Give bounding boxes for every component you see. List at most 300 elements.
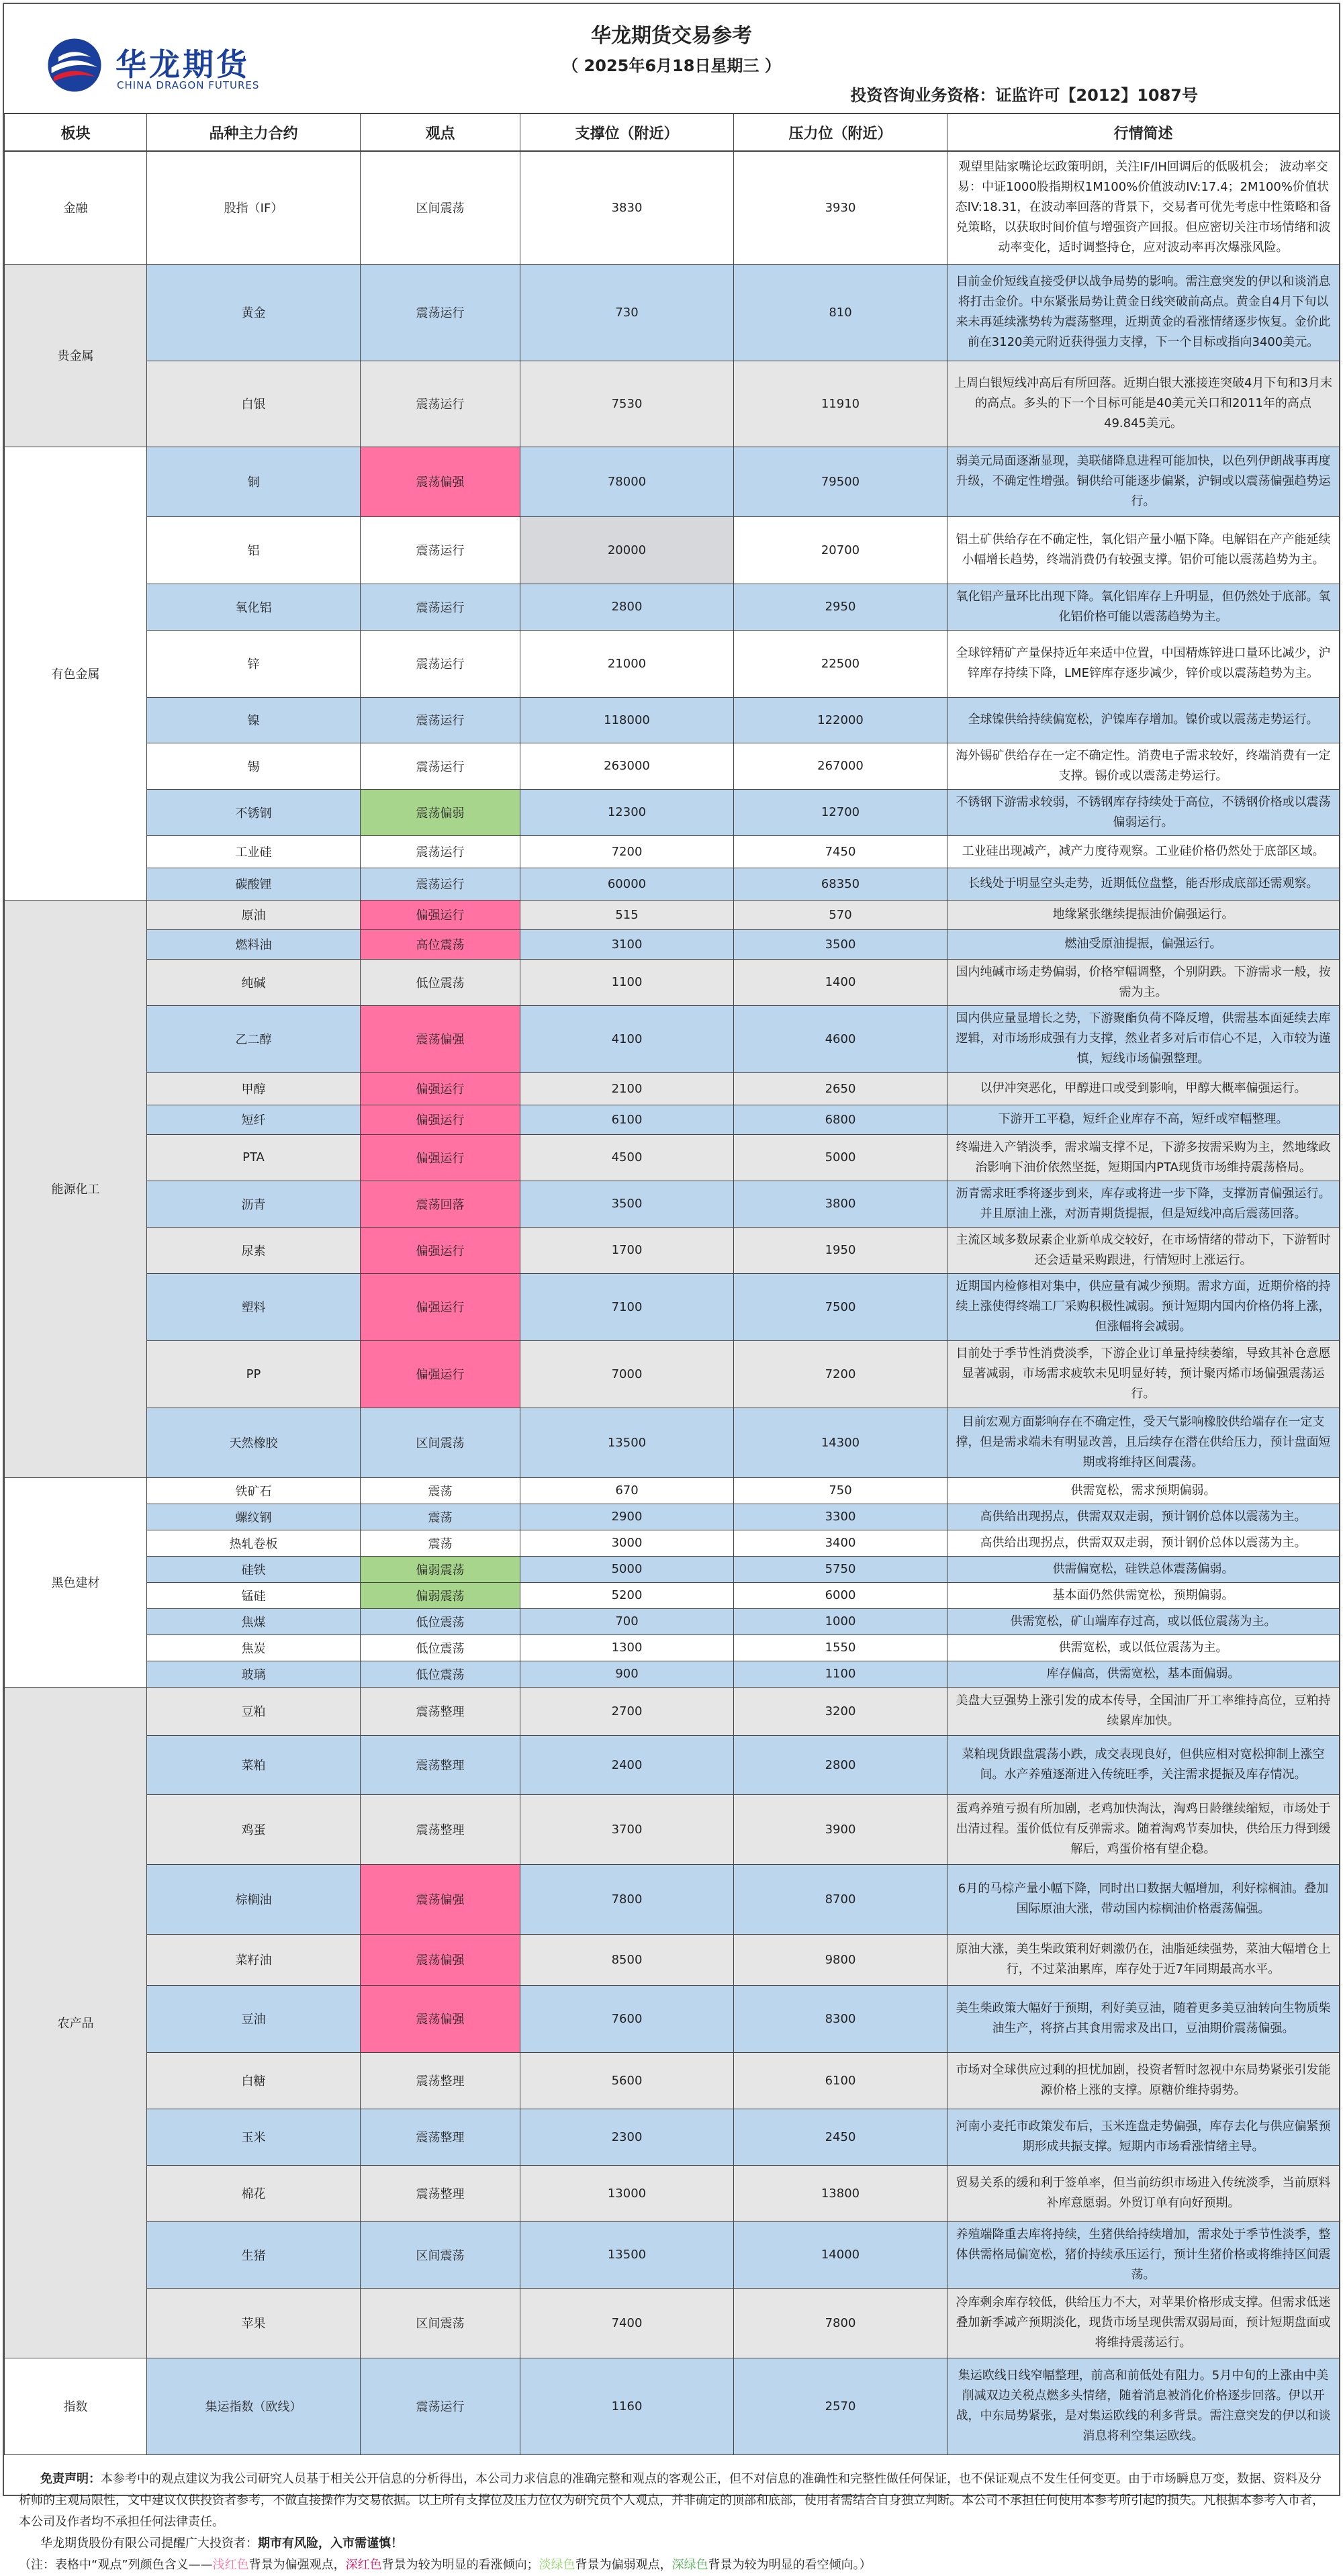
description-cell: 弱美元局面逐渐显现，美联储降息进程可能加快，以色列伊朗战事再度升级，不确定性增强。铜供给可能逐步偏紧，沪铜或以震荡偏强趋势运行。 xyxy=(947,447,1340,516)
table-row xyxy=(5,929,1340,959)
table-row xyxy=(5,835,1340,868)
support-cell: 5600 xyxy=(520,2052,734,2109)
view-cell: 震荡偏强 xyxy=(361,1934,520,1985)
table-row xyxy=(5,151,1340,264)
product-cell: 铜 xyxy=(147,447,361,516)
description-cell: 美生柴政策大幅好于预期，利好美豆油，随着更多美豆油转向生物质柴油生产，将挤占其食用需求及出口，豆油期价震荡偏强。 xyxy=(947,1985,1340,2052)
support-cell: 60000 xyxy=(520,868,734,900)
product-cell: 镍 xyxy=(147,697,361,743)
resistance-cell: 750 xyxy=(734,1477,947,1504)
support-cell: 13000 xyxy=(520,2165,734,2221)
product-cell: 塑料 xyxy=(147,1273,361,1340)
support-cell: 1160 xyxy=(520,2358,734,2454)
view-cell: 震荡整理 xyxy=(361,2109,520,2165)
product-cell: 锰硅 xyxy=(147,1582,361,1608)
product-cell: 锌 xyxy=(147,630,361,697)
support-cell: 670 xyxy=(520,1477,734,1504)
table-body xyxy=(5,151,1340,2454)
resistance-cell: 570 xyxy=(734,900,947,929)
description-cell: 河南小麦托市政策发布后，玉米连盘走势偏强，库存去化与供应偏紧预期形成共振支撑。短期内市场看涨情绪主导。 xyxy=(947,2109,1340,2165)
table-row xyxy=(5,1134,1340,1181)
table-row xyxy=(5,1181,1340,1227)
view-cell: 偏强运行 xyxy=(361,1340,520,1408)
view-cell: 偏弱震荡 xyxy=(361,1556,520,1582)
support-cell: 3830 xyxy=(520,151,734,264)
support-cell: 4500 xyxy=(520,1134,734,1181)
resistance-cell: 2800 xyxy=(734,1735,947,1794)
header-contract: 品种主力合约 xyxy=(147,113,361,151)
support-cell: 900 xyxy=(520,1661,734,1687)
note-dark-green-text: 背景为较为明显的看空倾向。） xyxy=(708,2557,872,2572)
table-row xyxy=(5,630,1340,697)
view-cell: 偏弱震荡 xyxy=(361,1582,520,1608)
product-cell: 焦炭 xyxy=(147,1635,361,1661)
description-cell: 供需偏宽松，硅铁总体震荡偏弱。 xyxy=(947,1556,1340,1582)
description-cell: 燃油受原油提振，偏强运行。 xyxy=(947,929,1340,959)
note-light-green-text: 背景为偏弱观点， xyxy=(575,2557,672,2572)
support-cell: 1300 xyxy=(520,1635,734,1661)
resistance-cell: 7200 xyxy=(734,1340,947,1408)
table-row xyxy=(5,1985,1340,2052)
description-cell: 原油大涨，美生柴政策利好刺激仍在，油脂延续强势，菜油大幅增仓上行，不过菜油累库，库存处于近7年同期最高水平。 xyxy=(947,1934,1340,1985)
description-cell: 地缘紧张继续提振油价偏强运行。 xyxy=(947,900,1340,929)
table-row xyxy=(5,1582,1340,1608)
table-row xyxy=(5,516,1340,584)
description-cell: 全球镍供给持续偏宽松，沪镍库存增加。镍价或以震荡走势运行。 xyxy=(947,697,1340,743)
resistance-cell: 7800 xyxy=(734,2288,947,2358)
view-cell: 区间震荡 xyxy=(361,1408,520,1477)
resistance-cell: 810 xyxy=(734,264,947,361)
table-row xyxy=(5,1105,1340,1134)
resistance-cell: 3900 xyxy=(734,1794,947,1864)
risk-reminder xyxy=(19,2533,1324,2555)
view-cell: 震荡偏强 xyxy=(361,1005,520,1072)
report-date: （ 2025年6月18日星期三 ） xyxy=(562,56,781,75)
resistance-cell: 5750 xyxy=(734,1556,947,1582)
table-row xyxy=(5,2165,1340,2221)
product-cell: 黄金 xyxy=(147,264,361,361)
product-cell: PTA xyxy=(147,1134,361,1181)
support-cell: 3700 xyxy=(520,1794,734,1864)
resistance-cell: 8700 xyxy=(734,1864,947,1934)
product-cell: 燃料油 xyxy=(147,929,361,959)
resistance-cell: 2450 xyxy=(734,2109,947,2165)
support-cell: 263000 xyxy=(520,743,734,789)
header-support: 支撑位（附近） xyxy=(520,113,734,151)
resistance-cell: 79500 xyxy=(734,447,947,516)
description-cell: 基本面仍然供需宽松，预期偏弱。 xyxy=(947,1582,1340,1608)
resistance-cell: 7450 xyxy=(734,835,947,868)
table-row xyxy=(5,1408,1340,1477)
description-cell: 养殖端降重去库将持续，生猪供给持续增加，需求处于季节性淡季，整体供需格局偏宽松，猪价持续承压运行，预计生猪价格或将维持区间震荡。 xyxy=(947,2221,1340,2288)
description-cell: 全球锌精矿产量保持近年来适中位置，中国精炼锌进口量环比减少，沪锌库存持续下降，LME锌库存逐步减少，锌价或以震荡趋势为主。 xyxy=(947,630,1340,697)
resistance-cell: 12700 xyxy=(734,789,947,835)
table-row xyxy=(5,2288,1340,2358)
header-sector: 板块 xyxy=(5,113,147,151)
table-row xyxy=(5,1477,1340,1504)
support-cell: 7800 xyxy=(520,1864,734,1934)
resistance-cell: 6100 xyxy=(734,2052,947,2109)
support-cell: 700 xyxy=(520,1608,734,1635)
table-row xyxy=(5,868,1340,900)
sector-cell: 有色金属 xyxy=(5,447,147,900)
product-cell: 股指（IF） xyxy=(147,151,361,264)
product-cell: 工业硅 xyxy=(147,835,361,868)
support-cell: 118000 xyxy=(520,697,734,743)
description-cell: 长线处于明显空头走势，近期低位盘整，能否形成底部还需观察。 xyxy=(947,868,1340,900)
description-cell: 以伊冲突恶化，甲醇进口或受到影响，甲醇大概率偏强运行。 xyxy=(947,1072,1340,1105)
view-cell: 低位震荡 xyxy=(361,959,520,1005)
view-cell: 低位震荡 xyxy=(361,1608,520,1635)
resistance-cell: 14300 xyxy=(734,1408,947,1477)
description-cell: 蛋鸡养殖亏损有所加剧，老鸡加快淘汰，淘鸡日龄继续缩短，市场处于出清过程。蛋价低位有反弹需求。随着淘鸡节奏加快，供给压力得到缓解后，鸡蛋价格有望企稳。 xyxy=(947,1794,1340,1864)
resistance-cell: 68350 xyxy=(734,868,947,900)
table-row xyxy=(5,1340,1340,1408)
table-row xyxy=(5,2109,1340,2165)
support-cell: 7200 xyxy=(520,835,734,868)
view-cell: 偏强运行 xyxy=(361,1105,520,1134)
product-cell: 玉米 xyxy=(147,2109,361,2165)
table-row xyxy=(5,1661,1340,1687)
view-cell: 震荡整理 xyxy=(361,2165,520,2221)
product-cell: 鸡蛋 xyxy=(147,1794,361,1864)
support-cell: 5200 xyxy=(520,1582,734,1608)
view-cell: 震荡运行 xyxy=(361,264,520,361)
resistance-cell: 9800 xyxy=(734,1934,947,1985)
support-cell: 730 xyxy=(520,264,734,361)
reminder-prefix: 华龙期货股份有限公司提醒广大投资者： xyxy=(40,2536,258,2550)
support-cell: 2400 xyxy=(520,1735,734,1794)
product-cell: 集运指数（欧线） xyxy=(147,2358,361,2454)
view-cell: 区间震荡 xyxy=(361,2221,520,2288)
view-cell: 震荡运行 xyxy=(361,868,520,900)
support-cell: 5000 xyxy=(520,1556,734,1582)
view-cell: 偏强运行 xyxy=(361,1227,520,1273)
description-cell: 海外锡矿供给存在一定不确定性。消费电子需求较好，终端消费有一定支撑。锡价或以震荡走势运行。 xyxy=(947,743,1340,789)
disclaimer-label: 免责声明： xyxy=(40,2471,101,2486)
resistance-cell: 2650 xyxy=(734,1072,947,1105)
note-prefix: （注：表格中“观点”列颜色含义—— xyxy=(19,2557,213,2572)
note-red: 深红色 xyxy=(345,2557,382,2572)
view-cell: 低位震荡 xyxy=(361,1635,520,1661)
description-cell: 供需宽松，需求预期偏弱。 xyxy=(947,1477,1340,1504)
support-cell: 2100 xyxy=(520,1072,734,1105)
table-row xyxy=(5,361,1340,447)
product-cell: 菜籽油 xyxy=(147,1934,361,1985)
description-cell: 氧化铝产量环比出现下降。氧化铝库存上升明显，但仍然处于底部。氧化铝价格可能以震荡趋势为主。 xyxy=(947,584,1340,630)
view-cell: 震荡偏强 xyxy=(361,1864,520,1934)
description-cell: 6月的马棕产量小幅下降，同时出口数据大幅增加，利好棕榈油。叠加国际原油大涨，带动国内棕榈油价格震荡偏强。 xyxy=(947,1864,1340,1934)
view-cell: 震荡运行 xyxy=(361,361,520,447)
footer xyxy=(4,2455,1339,2576)
support-cell: 3100 xyxy=(520,929,734,959)
resistance-cell: 1950 xyxy=(734,1227,947,1273)
support-cell: 3500 xyxy=(520,1181,734,1227)
view-cell: 震荡运行 xyxy=(361,516,520,584)
description-cell: 铝土矿供给存在不确定性，氧化铝产量小幅下降。电解铝在产产能延续小幅增长趋势，终端消费仍有较强支撑。铝价可能以震荡趋势为主。 xyxy=(947,516,1340,584)
resistance-cell: 3800 xyxy=(734,1181,947,1227)
description-cell: 沥青需求旺季将逐步到来，库存或将进一步下降，支撑沥青偏强运行。并且原油上涨，对沥青期货提振，但是短线冲高后震荡回落。 xyxy=(947,1181,1340,1227)
support-cell: 3000 xyxy=(520,1530,734,1556)
description-cell: 上周白银短线冲高后有所回落。近期白银大涨接连突破4月下旬和3月末的高点。多头的下一个目标可能是40美元关口和2011年的高点49.845美元。 xyxy=(947,361,1340,447)
view-cell: 震荡运行 xyxy=(361,835,520,868)
product-cell: 菜粕 xyxy=(147,1735,361,1794)
resistance-cell: 3400 xyxy=(734,1530,947,1556)
note-red-text: 背景为较为明显的看涨倾向； xyxy=(381,2557,539,2572)
product-cell: 豆油 xyxy=(147,1985,361,2052)
description-cell: 库存偏高，供需宽松，基本面偏弱。 xyxy=(947,1661,1340,1687)
view-cell: 震荡运行 xyxy=(361,743,520,789)
header-description: 行情简述 xyxy=(947,113,1340,151)
page-title: 华龙期货交易参考 xyxy=(591,24,752,48)
table-row xyxy=(5,1635,1340,1661)
table-row xyxy=(5,1273,1340,1340)
product-cell: 玻璃 xyxy=(147,1661,361,1687)
product-cell: 沥青 xyxy=(147,1181,361,1227)
table-row xyxy=(5,1735,1340,1794)
resistance-cell: 6800 xyxy=(734,1105,947,1134)
resistance-cell: 22500 xyxy=(734,630,947,697)
support-cell: 20000 xyxy=(520,516,734,584)
description-cell: 不锈钢下游需求较弱，不锈钢库存持续处于高位，不锈钢价格或以震荡偏弱运行。 xyxy=(947,789,1340,835)
table-header-row xyxy=(5,113,1340,151)
view-cell: 震荡偏弱 xyxy=(361,789,520,835)
view-cell: 震荡 xyxy=(361,1477,520,1504)
support-cell: 21000 xyxy=(520,630,734,697)
product-cell: 乙二醇 xyxy=(147,1005,361,1072)
view-cell: 震荡偏强 xyxy=(361,1985,520,2052)
table-row xyxy=(5,1504,1340,1530)
product-cell: 铝 xyxy=(147,516,361,584)
table-row xyxy=(5,1227,1340,1273)
description-cell: 美盘大豆强势上涨引发的成本传导，全国油厂开工率维持高位，豆粕持续累库加快。 xyxy=(947,1687,1340,1735)
view-cell: 震荡运行 xyxy=(361,2358,520,2454)
description-cell: 近期国内检修相对集中，供应量有减少预期。需求方面，近期价格的持续上涨使得终端工厂采购积极性减弱。预计短期内国内价格仍将上涨，但涨幅将会减弱。 xyxy=(947,1273,1340,1340)
view-cell: 偏强运行 xyxy=(361,900,520,929)
description-cell: 菜粕现货跟盘震荡小跌，成交表现良好，但供应相对宽松抑制上涨空间。水产养殖逐渐进入传统旺季，关注需求提振及库存情况。 xyxy=(947,1735,1340,1794)
description-cell: 集运欧线日线窄幅整理，前高和前低处有阻力。5月中旬的上涨由中美削减双边关税点燃多头情绪，随着消息被消化价格逐步回落。伊以开战，中东局势紧张，是对集运欧线的利多背景。需注意突发的伊以和谈消息将利空集运欧线。 xyxy=(947,2358,1340,2454)
view-cell: 区间震荡 xyxy=(361,151,520,264)
support-cell: 7600 xyxy=(520,1985,734,2052)
support-cell: 2900 xyxy=(520,1504,734,1530)
table-row xyxy=(5,447,1340,516)
resistance-cell: 13800 xyxy=(734,2165,947,2221)
description-cell: 观望里陆家嘴论坛政策明朗，关注IF/IH回调后的低吸机会； 波动率交易：中证1000股指期权1M100%价值波动IV:17.4；2M100%价值状态IV:18.31，在波动率回落的背景下，交易者可优先考虑中性策略和备兑策略，以获取时间价值与增强资产回报。但应密切关注市场情绪和波动率变化，适时调整持仓，应对波动率再次爆涨风险。 xyxy=(947,151,1340,264)
view-cell: 震荡运行 xyxy=(361,697,520,743)
resistance-cell: 3930 xyxy=(734,151,947,264)
product-cell: 不锈钢 xyxy=(147,789,361,835)
product-cell: 原油 xyxy=(147,900,361,929)
note-pink: 浅红色 xyxy=(212,2557,249,2572)
support-cell: 2700 xyxy=(520,1687,734,1735)
sector-cell: 黑色建材 xyxy=(5,1477,147,1687)
description-cell: 目前金价短线直接受伊以战争局势的影响。需注意突发的伊以和谈消息将打击金价。中东紧张局势让黄金日线突破前高点。黄金自4月下旬以来未再延续涨势转为震荡整理，近期黄金的看涨情绪逐步恢复。金价此前在3120美元附近获得强力支撑，下一个目标或指向3400美元。 xyxy=(947,264,1340,361)
license-info: 投资咨询业务资格：证监许可【2012】1087号 xyxy=(850,86,1198,105)
logo-english-name: CHINA DRAGON FUTURES xyxy=(117,79,260,91)
reminder-bold: 期市有风险，入市需谨慎！ xyxy=(258,2536,403,2550)
description-cell: 国内供应量显增长之势，下游聚酯负荷不降反增，供需基本面延续去库逻辑，对市场形成强有力支撑，然业者多对后市信心不足，入市较为谨慎，短线市场偏强整理。 xyxy=(947,1005,1340,1072)
support-cell: 7000 xyxy=(520,1340,734,1408)
support-cell: 12300 xyxy=(520,789,734,835)
support-cell: 8500 xyxy=(520,1934,734,1985)
table-row xyxy=(5,2358,1340,2454)
support-cell: 2300 xyxy=(520,2109,734,2165)
description-cell: 市场对全球供应过剩的担忧加剧，投资者暂时忽视中东局势紧张引发能源价格上涨的支撑。原糖价维持弱势。 xyxy=(947,2052,1340,2109)
view-cell: 震荡整理 xyxy=(361,1735,520,1794)
product-cell: 铁矿石 xyxy=(147,1477,361,1504)
resistance-cell: 20700 xyxy=(734,516,947,584)
view-cell: 震荡整理 xyxy=(361,1794,520,1864)
note-light-green: 淡绿色 xyxy=(539,2557,575,2572)
resistance-cell: 7500 xyxy=(734,1273,947,1340)
product-cell: 苹果 xyxy=(147,2288,361,2358)
support-cell: 1700 xyxy=(520,1227,734,1273)
resistance-cell: 1400 xyxy=(734,959,947,1005)
support-cell: 515 xyxy=(520,900,734,929)
sector-cell: 金融 xyxy=(5,151,147,264)
view-cell: 高位震荡 xyxy=(361,929,520,959)
table-row xyxy=(5,264,1340,361)
resistance-cell: 11910 xyxy=(734,361,947,447)
description-cell: 高供给出现拐点，供需双双走弱，预计钢价总体以震荡为主。 xyxy=(947,1504,1340,1530)
product-cell: PP xyxy=(147,1340,361,1408)
table-row xyxy=(5,1794,1340,1864)
product-cell: 热轧卷板 xyxy=(147,1530,361,1556)
support-cell: 13500 xyxy=(520,1408,734,1477)
support-cell: 4100 xyxy=(520,1005,734,1072)
resistance-cell: 1100 xyxy=(734,1661,947,1687)
product-cell: 锡 xyxy=(147,743,361,789)
view-cell: 震荡偏强 xyxy=(361,447,520,516)
product-cell: 棕榈油 xyxy=(147,1864,361,1934)
view-cell: 震荡 xyxy=(361,1530,520,1556)
support-cell: 78000 xyxy=(520,447,734,516)
description-cell: 主流区域多数尿素企业新单成交较好，在市场情绪的带动下，下游暂时还会适量采购跟进，行情短时上涨运行。 xyxy=(947,1227,1340,1273)
product-cell: 氧化铝 xyxy=(147,584,361,630)
description-cell: 供需宽松，或以低位震荡为主。 xyxy=(947,1635,1340,1661)
description-cell: 下游开工平稳，短纤企业库存不高，短纤或窄幅整理。 xyxy=(947,1105,1340,1134)
table-row xyxy=(5,1864,1340,1934)
product-cell: 豆粕 xyxy=(147,1687,361,1735)
view-cell: 震荡 xyxy=(361,1504,520,1530)
table-row xyxy=(5,1556,1340,1582)
description-cell: 目前宏观方面影响存在不确定性，受天气影响橡胶供给端存在一定支撑，但是需求端未有明显改善，且后续存在潜在供给压力，预计盘面短期或将维持区间震荡。 xyxy=(947,1408,1340,1477)
view-cell: 偏强运行 xyxy=(361,1072,520,1105)
resistance-cell: 2570 xyxy=(734,2358,947,2454)
description-cell: 供需宽松，矿山端库存过高，或以低位震荡为主。 xyxy=(947,1608,1340,1635)
table-row xyxy=(5,1005,1340,1072)
product-cell: 碳酸锂 xyxy=(147,868,361,900)
resistance-cell: 3200 xyxy=(734,1687,947,1735)
view-cell: 震荡运行 xyxy=(361,630,520,697)
table-row xyxy=(5,1687,1340,1735)
table-row xyxy=(5,959,1340,1005)
description-cell: 终端进入产销淡季，需求端支撑不足，下游多按需采购为主，然地缘政治影响下油价依然坚挺，短期国内PTA现货市场维持震荡格局。 xyxy=(947,1134,1340,1181)
header-view: 观点 xyxy=(361,113,520,151)
table-row xyxy=(5,2052,1340,2109)
product-cell: 焦煤 xyxy=(147,1608,361,1635)
description-cell: 国内纯碱市场走势偏弱，价格窄幅调整，个别阴跌。下游需求一般，按需为主。 xyxy=(947,959,1340,1005)
description-cell: 冷库剩余库存较低，供给压力不大，对苹果价格形成支撑。但需求低迷叠加新季减产预期淡化，现货市场呈现供需双弱局面，预计短期盘面或将维持震荡运行。 xyxy=(947,2288,1340,2358)
resistance-cell: 6000 xyxy=(734,1582,947,1608)
report-header xyxy=(4,4,1339,113)
table-row xyxy=(5,697,1340,743)
sector-cell: 农产品 xyxy=(5,1687,147,2358)
resistance-cell: 1550 xyxy=(734,1635,947,1661)
resistance-cell: 2950 xyxy=(734,584,947,630)
resistance-cell: 14000 xyxy=(734,2221,947,2288)
description-cell: 高供给出现拐点，供需双双走弱，预计钢价总体以震荡为主。 xyxy=(947,1530,1340,1556)
support-cell: 13500 xyxy=(520,2221,734,2288)
table-row xyxy=(5,1934,1340,1985)
resistance-cell: 122000 xyxy=(734,697,947,743)
resistance-cell: 3300 xyxy=(734,1504,947,1530)
resistance-cell: 4600 xyxy=(734,1005,947,1072)
table-row xyxy=(5,1608,1340,1635)
table-row xyxy=(5,584,1340,630)
sector-cell: 贵金属 xyxy=(5,264,147,447)
product-cell: 纯碱 xyxy=(147,959,361,1005)
view-cell: 震荡整理 xyxy=(361,1687,520,1735)
description-cell: 贸易关系的缓和利于签单率，但当前纺织市场进入传统淡季，当前原料补库意愿弱。外贸订单有向好预期。 xyxy=(947,2165,1340,2221)
table-row xyxy=(5,789,1340,835)
view-cell: 偏强运行 xyxy=(361,1273,520,1340)
disclaimer xyxy=(19,2469,1324,2533)
table-row xyxy=(5,743,1340,789)
support-cell: 7100 xyxy=(520,1273,734,1340)
product-cell: 生猪 xyxy=(147,2221,361,2288)
resistance-cell: 1000 xyxy=(734,1608,947,1635)
view-cell: 震荡整理 xyxy=(361,2052,520,2109)
product-cell: 硅铁 xyxy=(147,1556,361,1582)
support-cell: 2800 xyxy=(520,584,734,630)
resistance-cell: 5000 xyxy=(734,1134,947,1181)
table-row xyxy=(5,2221,1340,2288)
product-cell: 甲醇 xyxy=(147,1072,361,1105)
resistance-cell: 8300 xyxy=(734,1985,947,2052)
product-cell: 棉花 xyxy=(147,2165,361,2221)
product-cell: 尿素 xyxy=(147,1227,361,1273)
product-cell: 螺纹钢 xyxy=(147,1504,361,1530)
description-cell: 工业硅出现减产，减产力度待观察。工业硅价格仍然处于底部区域。 xyxy=(947,835,1340,868)
sector-cell: 指数 xyxy=(5,2358,147,2454)
view-cell: 偏强运行 xyxy=(361,1134,520,1181)
support-cell: 7530 xyxy=(520,361,734,447)
header-resistance: 压力位（附近） xyxy=(734,113,947,151)
resistance-cell: 267000 xyxy=(734,743,947,789)
table-row xyxy=(5,900,1340,929)
description-cell: 目前处于季节性消费淡季，下游企业订单量持续萎缩，导致其补仓意愿显著减弱，市场需求疲软未见明显好转，预计聚丙烯市场偏强震荡运行。 xyxy=(947,1340,1340,1408)
table-row xyxy=(5,1530,1340,1556)
product-cell: 天然橡胶 xyxy=(147,1408,361,1477)
support-cell: 6100 xyxy=(520,1105,734,1134)
disclaimer-text: 本参考中的观点建议为我公司研究人员基于相关公开信息的分析得出，本公司力求信息的准确完整和观点的客观公正，但不对信息的准确性和完整性做任何保证，也不保证观点不发生任何变更。由于市场瞬息万变，数据、资料及分析师的主观局限性，文中建议仅供投资者参考，不做直接操作为交易依据。以上所有支撑位及压力位仅为研究员个人观点，并非确定的顶部和底部，使用者需结合自身独立判断。本公司不承担任何使用本参考所引起的损失。凡根据本参考入市者，本公司及作者均不承担任何法律责任。 xyxy=(19,2471,1324,2529)
support-cell: 7400 xyxy=(520,2288,734,2358)
product-cell: 白糖 xyxy=(147,2052,361,2109)
view-cell: 区间震荡 xyxy=(361,2288,520,2358)
trading-reference-table xyxy=(4,113,1340,2455)
table-row xyxy=(5,1072,1340,1105)
view-cell: 震荡回落 xyxy=(361,1181,520,1227)
note-dark-green: 深绿色 xyxy=(672,2557,708,2572)
product-cell: 白银 xyxy=(147,361,361,447)
sector-cell: 能源化工 xyxy=(5,900,147,1477)
report-page xyxy=(3,3,1340,2572)
color-legend-note xyxy=(19,2555,1324,2576)
support-cell: 1100 xyxy=(520,959,734,1005)
logo-chinese-name: 华龙期货 xyxy=(115,46,250,83)
view-cell: 震荡运行 xyxy=(361,584,520,630)
